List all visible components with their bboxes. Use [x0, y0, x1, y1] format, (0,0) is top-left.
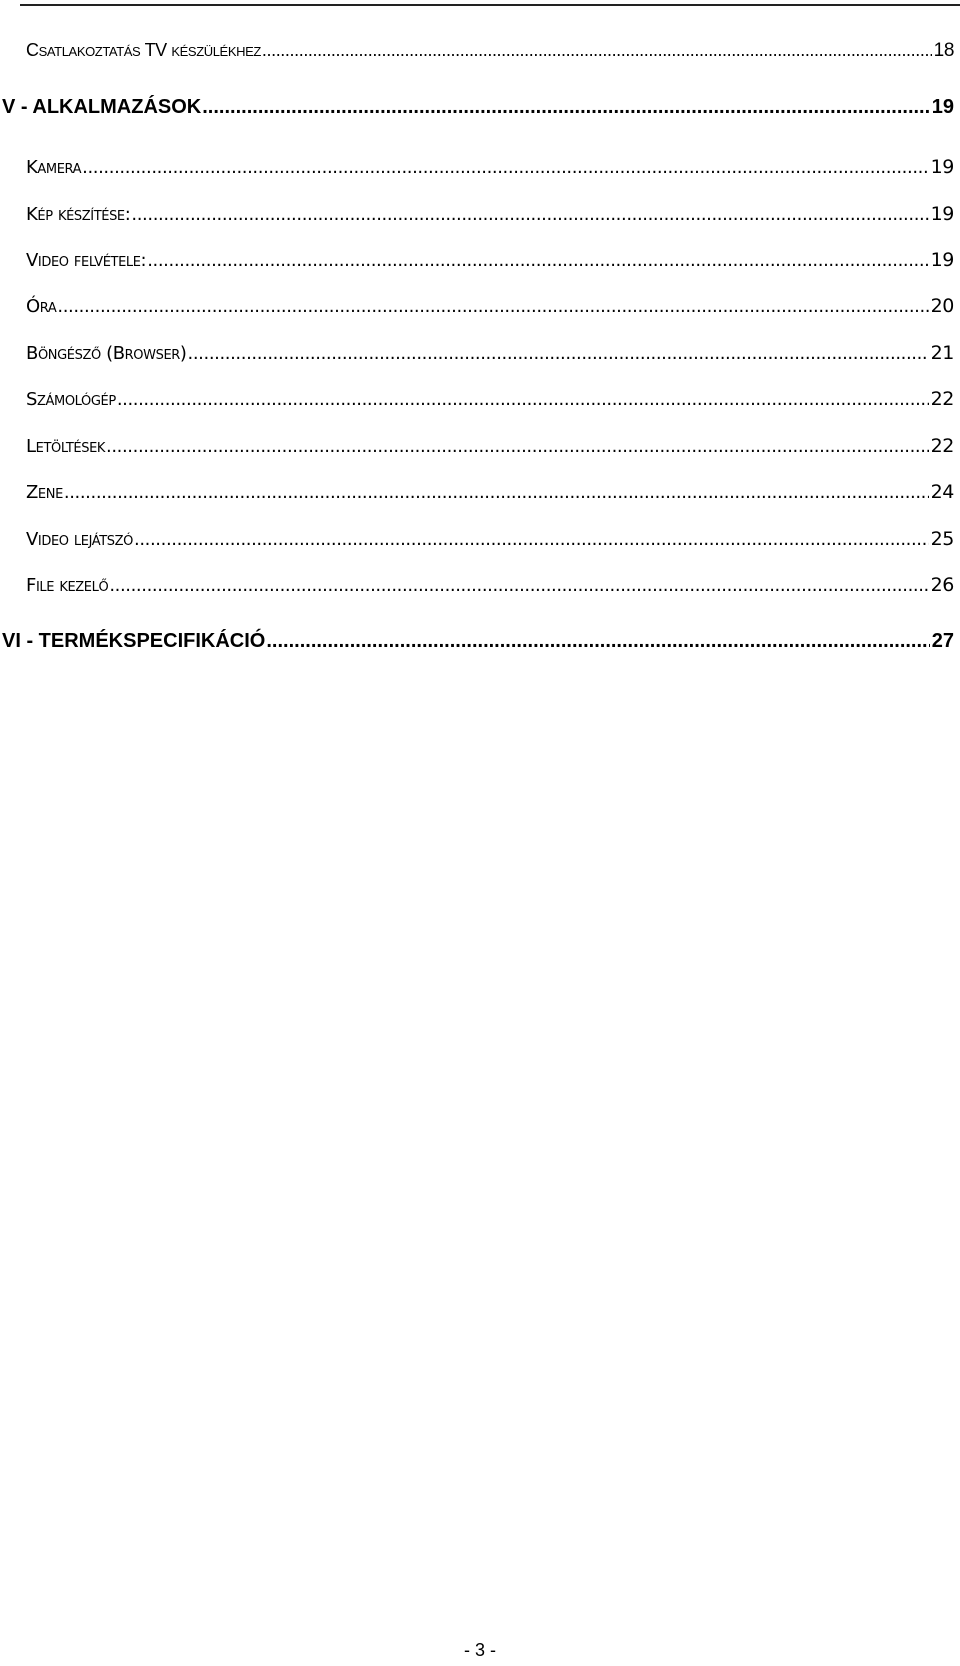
toc-entry-label: Óra	[26, 296, 57, 317]
toc-entry-music[interactable]	[26, 481, 954, 503]
toc-entry-label: Számológép	[26, 389, 116, 410]
toc-dot-leader	[131, 204, 928, 225]
toc-dot-leader	[106, 436, 929, 457]
toc-entry-label: Kép készítése:	[26, 204, 131, 225]
toc-entry-page: 21	[930, 342, 954, 364]
toc-entry-label: File kezelő	[26, 575, 109, 596]
toc-entry-page: 22	[930, 435, 954, 457]
toc-dot-leader	[109, 575, 928, 596]
toc-entry-label: VI - TERMÉKSPECIFIKÁCIÓ	[2, 630, 266, 652]
toc-entry-label: Video lejátszó	[26, 529, 134, 550]
toc-entry-page: 26	[930, 574, 954, 596]
toc-entry-browser[interactable]	[26, 342, 954, 364]
toc-entry-page: 19	[930, 203, 954, 225]
toc-entry-camera[interactable]	[26, 156, 954, 178]
toc-entry-label: Kamera	[26, 157, 82, 178]
toc-dot-leader	[82, 157, 928, 178]
toc-entry-page: 20	[930, 295, 954, 317]
toc-entry-clock[interactable]	[26, 295, 954, 317]
toc-entry-page: 24	[930, 481, 954, 503]
toc-entry-file-manager[interactable]	[26, 574, 954, 596]
toc-dot-leader	[202, 96, 930, 119]
toc-dot-leader	[266, 630, 929, 653]
toc-entry-label: Letöltések	[26, 436, 106, 457]
toc-entry-page: 18	[933, 40, 954, 61]
toc-entry-label: Video felvétele:	[26, 250, 147, 271]
toc-entry-video-player[interactable]	[26, 528, 954, 550]
toc-entry-page: 19	[930, 249, 954, 271]
toc-entry-tv-connection[interactable]	[26, 40, 954, 62]
toc-dot-leader	[262, 40, 932, 61]
toc-chapter-specification[interactable]	[2, 630, 954, 653]
toc-entry-page: 19	[931, 96, 954, 118]
toc-entry-page: 19	[930, 156, 954, 178]
toc-entry-downloads[interactable]	[26, 435, 954, 457]
toc-entry-page: 25	[930, 528, 954, 550]
toc-dot-leader	[117, 389, 929, 410]
toc-dot-leader	[147, 250, 928, 271]
toc-dot-leader	[188, 343, 929, 364]
toc-entry-page: 22	[930, 388, 954, 410]
toc-entry-label: V - ALKALMAZÁSOK	[2, 96, 202, 118]
page-number: - 3 -	[463, 1640, 496, 1660]
header-rule	[20, 4, 960, 6]
toc-entry-label: Csatlakoztatás TV készülékhez	[26, 40, 261, 60]
toc-entry-page: 27	[931, 630, 954, 652]
toc-entry-take-picture[interactable]	[26, 203, 954, 225]
toc-entry-calculator[interactable]	[26, 388, 954, 410]
toc-entry-label: Böngésző (Browser)	[26, 343, 187, 364]
toc-entry-record-video[interactable]	[26, 249, 954, 271]
toc-dot-leader	[57, 296, 928, 317]
toc-entry-label: Zene	[26, 482, 63, 503]
toc-dot-leader	[64, 482, 929, 503]
toc-dot-leader	[134, 529, 929, 550]
toc-chapter-applications[interactable]	[2, 96, 954, 119]
